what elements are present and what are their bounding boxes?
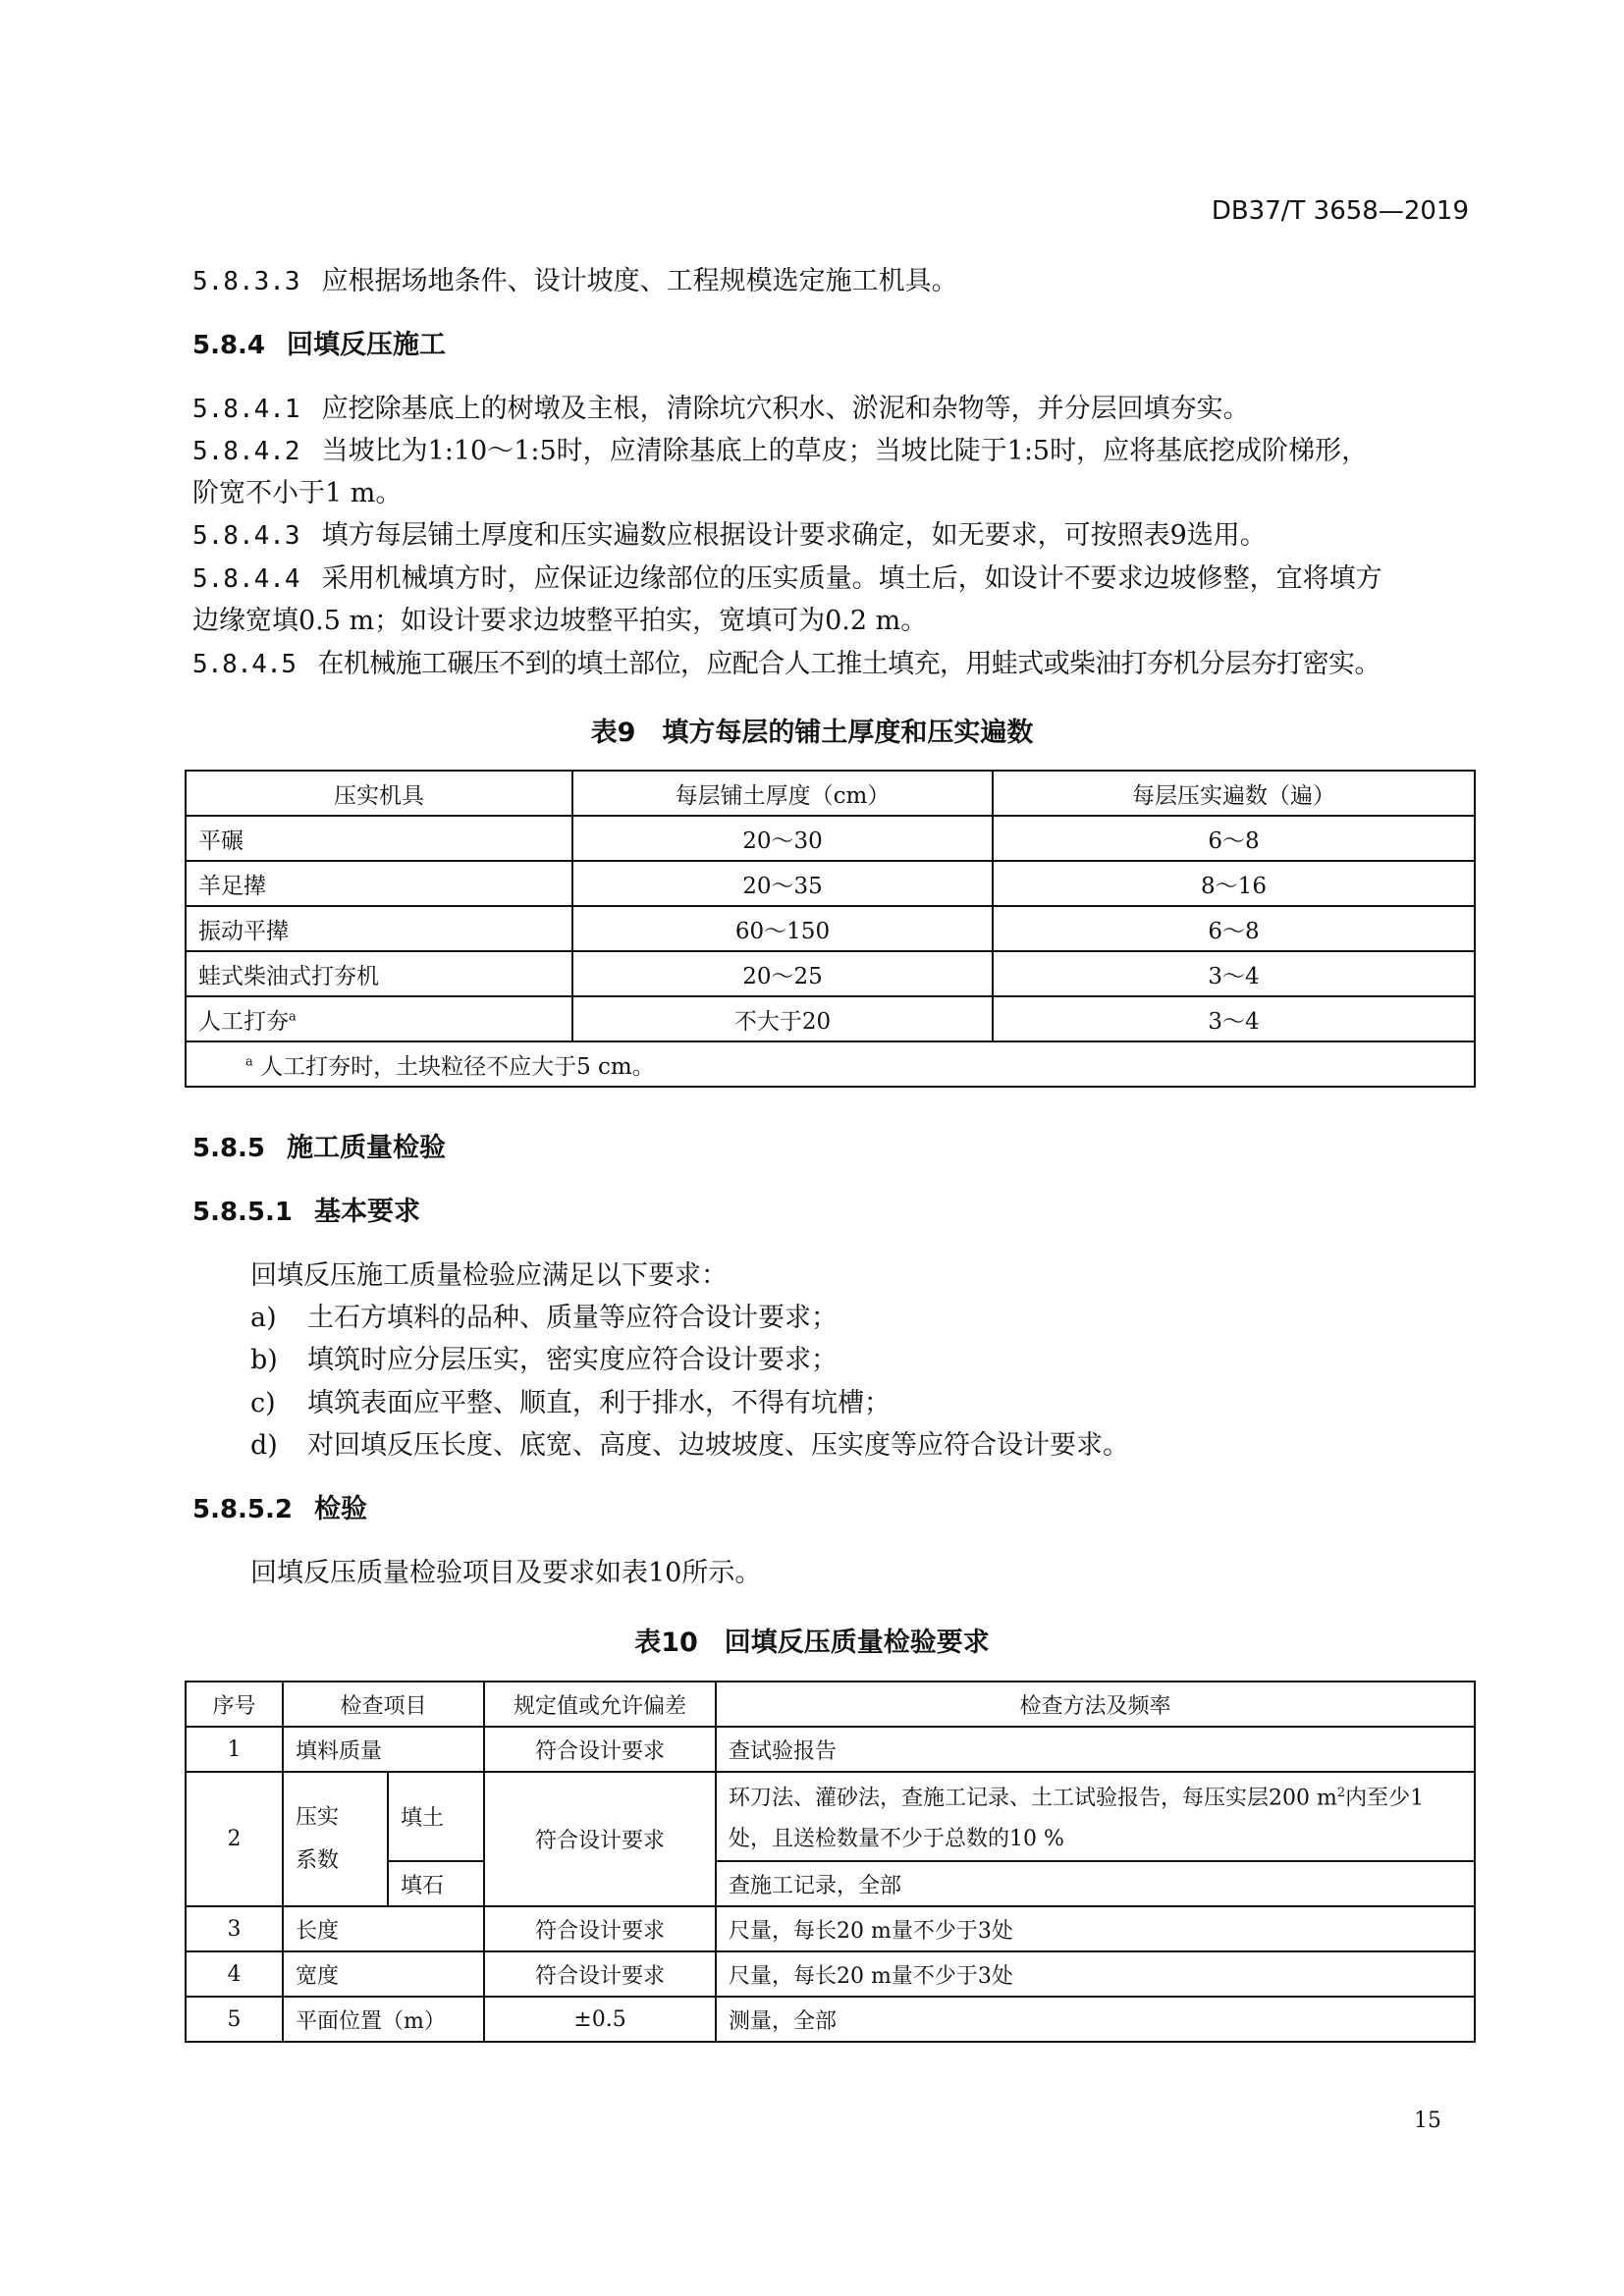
clause-number: 5.8.4.2 (192, 437, 300, 466)
footnote-marker: a (245, 1053, 253, 1069)
table10-caption: 表10 回填反压质量检验要求 (634, 1628, 990, 1658)
heading-5-8-5-1 (192, 1196, 420, 1229)
clause-5-8-4-4 (192, 562, 1382, 596)
list-item (250, 1302, 838, 1335)
cell: 蛙式柴油式打夯机 (186, 951, 572, 996)
cell: 符合设计要求 (484, 1951, 716, 1997)
clause-number: 5.8.4.1 (192, 395, 300, 424)
cell: 符合设计要求 (484, 1727, 716, 1772)
superscript: 2 (1336, 1786, 1346, 1800)
clause-number: 5.8.4.3 (192, 521, 300, 551)
clause-text: 当坡比为1:10～1:5时，应清除基底上的草皮；当坡比陡于1:5时，应将基底挖成阶梯形， (321, 436, 1369, 466)
list-marker: b) (250, 1345, 278, 1375)
table-row (186, 1906, 1475, 1951)
cell: 不大于20 (572, 996, 993, 1041)
table10 (185, 1681, 1476, 2043)
cell: 3～4 (993, 996, 1475, 1041)
table-row (186, 816, 1475, 861)
list-item (250, 1387, 891, 1420)
cell: 3 (186, 1906, 283, 1951)
heading-text: 检验 (314, 1494, 367, 1524)
heading-5-8-4 (192, 329, 446, 362)
cell: 20～35 (572, 861, 993, 906)
list-text: 填筑表面应平整、顺直，利于排水，不得有坑槽； (307, 1388, 891, 1418)
intro-text: 回填反压施工质量检验应满足以下要求： (250, 1260, 728, 1291)
column-header: 压实机具 (186, 771, 572, 816)
clause-5-8-4-5 (192, 648, 1380, 681)
heading-5-8-5-2 (192, 1493, 367, 1526)
cell: 20～25 (572, 951, 993, 996)
cell: 尺量，每长20 m量不少于3处 (716, 1951, 1475, 1997)
footnote-marker: a (289, 1008, 297, 1024)
clause-number: 5.8.4.4 (192, 564, 300, 594)
cell: 填石 (388, 1861, 484, 1906)
clause-5-8-3-3 (192, 265, 958, 298)
table-row (186, 951, 1475, 996)
cell-text: 环刀法、灌砂法，查施工记录、土工试验报告，每压实层200 m (729, 1786, 1337, 1811)
list-marker: c) (250, 1388, 276, 1418)
cell: 60～150 (572, 906, 993, 951)
cell: 符合设计要求 (484, 1906, 716, 1951)
cell (186, 996, 572, 1041)
clause-text: 填方每层铺土厚度和压实遍数应根据设计要求确定，如无要求，可按照表9选用。 (321, 520, 1267, 551)
cell: 压实系数 (283, 1772, 388, 1906)
list-text: 填筑时应分层压实，密实度应符合设计要求； (307, 1345, 838, 1375)
clause-text: 应挖除基底上的树墩及主根，清除坑穴积水、淤泥和杂物等，并分层回填夯实。 (321, 394, 1250, 424)
heading-text: 基本要求 (314, 1197, 420, 1227)
table-row (186, 1997, 1475, 2042)
cell: 20～30 (572, 816, 993, 861)
intro-text: 回填反压质量检验项目及要求如表10所示。 (250, 1558, 762, 1588)
cell: 符合设计要求 (484, 1772, 716, 1906)
cell: 测量，全部 (716, 1997, 1475, 2042)
list-text: 对回填反压长度、底宽、高度、边坡坡度、压实度等应符合设计要求。 (307, 1430, 1129, 1461)
clause-5-8-4-4-cont: 边缘宽填0.5 m；如设计要求边坡整平拍实，宽填可为0.2 m。 (192, 606, 928, 636)
cell: 2 (186, 1772, 283, 1906)
list-item (250, 1429, 1129, 1463)
heading-text: 施工质量检验 (287, 1133, 447, 1163)
clause-text: 在机械施工碾压不到的填土部位，应配合人工推土填充，用蛙式或柴油打夯机分层夯打密实。 (317, 649, 1380, 679)
column-header: 规定值或允许偏差 (484, 1682, 716, 1727)
cell-text: 人工打夯 (198, 1008, 289, 1035)
cell: 羊足撵 (186, 861, 572, 906)
column-header: 序号 (186, 1682, 283, 1727)
table-row (186, 996, 1475, 1041)
footnote (186, 1041, 1475, 1087)
heading-5-8-5 (192, 1132, 446, 1165)
clause-number: 5.8.4.5 (192, 650, 297, 679)
footnote-row (186, 1041, 1475, 1087)
table-row (186, 1951, 1475, 1997)
cell: 6～8 (993, 816, 1475, 861)
cell: 6～8 (993, 906, 1475, 951)
cell: 平碾 (186, 816, 572, 861)
column-header: 检查方法及频率 (716, 1682, 1475, 1727)
clause-number: 5.8.5 (192, 1134, 266, 1163)
table-row (186, 1727, 1475, 1772)
cell: 尺量，每长20 m量不少于3处 (716, 1906, 1475, 1951)
clause-text: 采用机械填方时，应保证边缘部位的压实质量。填土后，如设计不要求边坡修整，宜将填方 (321, 563, 1382, 594)
column-header: 检查项目 (283, 1682, 484, 1727)
table9 (185, 770, 1476, 1088)
clause-number: 5.8.5.1 (192, 1198, 293, 1227)
table-header-row (186, 771, 1475, 816)
table-row (186, 1772, 1475, 1861)
table-header-row (186, 1682, 1475, 1727)
page-number: 15 (1414, 2109, 1441, 2133)
clause-5-8-4-2 (192, 435, 1368, 468)
table-row (186, 906, 1475, 951)
cell: 填料质量 (283, 1727, 484, 1772)
cell (716, 1772, 1475, 1861)
cell: 查施工记录，全部 (716, 1861, 1475, 1906)
list-item (250, 1344, 838, 1377)
table-row (186, 861, 1475, 906)
column-header: 每层铺土厚度（cm） (572, 771, 993, 816)
column-header: 每层压实遍数（遍） (993, 771, 1475, 816)
cell: ±0.5 (484, 1997, 716, 2042)
cell: 宽度 (283, 1951, 484, 1997)
clause-5-8-4-1 (192, 393, 1250, 426)
list-marker: d) (250, 1430, 278, 1461)
clause-number: 5.8.5.2 (192, 1495, 293, 1524)
clause-number: 5.8.4 (192, 331, 266, 360)
cell: 8～16 (993, 861, 1475, 906)
table9-caption: 表9 填方每层的铺土厚度和压实遍数 (590, 718, 1034, 748)
clause-text: 应根据场地条件、设计坡度、工程规模选定施工机具。 (321, 266, 958, 296)
cell: 3～4 (993, 951, 1475, 996)
cell: 5 (186, 1997, 283, 2042)
cell: 振动平撵 (186, 906, 572, 951)
clause-5-8-4-2-cont: 阶宽不小于1 m。 (192, 478, 403, 508)
list-text: 土石方填料的品种、质量等应符合设计要求； (307, 1303, 838, 1333)
heading-text: 回填反压施工 (287, 330, 447, 360)
list-marker: a) (250, 1303, 277, 1333)
cell: 4 (186, 1951, 283, 1997)
document-code-header: DB37/T 3658—2019 (1211, 196, 1469, 226)
cell-text: 内至少1处，且送检数量不少于总数的10 % (729, 1786, 1425, 1852)
footnote-text: 人工打夯时，土块粒径不应大于5 cm。 (260, 1053, 655, 1080)
cell: 1 (186, 1727, 283, 1772)
cell: 平面位置（m） (283, 1997, 484, 2042)
clause-number: 5.8.3.3 (192, 267, 300, 296)
clause-5-8-4-3 (192, 519, 1267, 553)
cell: 长度 (283, 1906, 484, 1951)
cell: 填土 (388, 1772, 484, 1861)
cell: 查试验报告 (716, 1727, 1475, 1772)
